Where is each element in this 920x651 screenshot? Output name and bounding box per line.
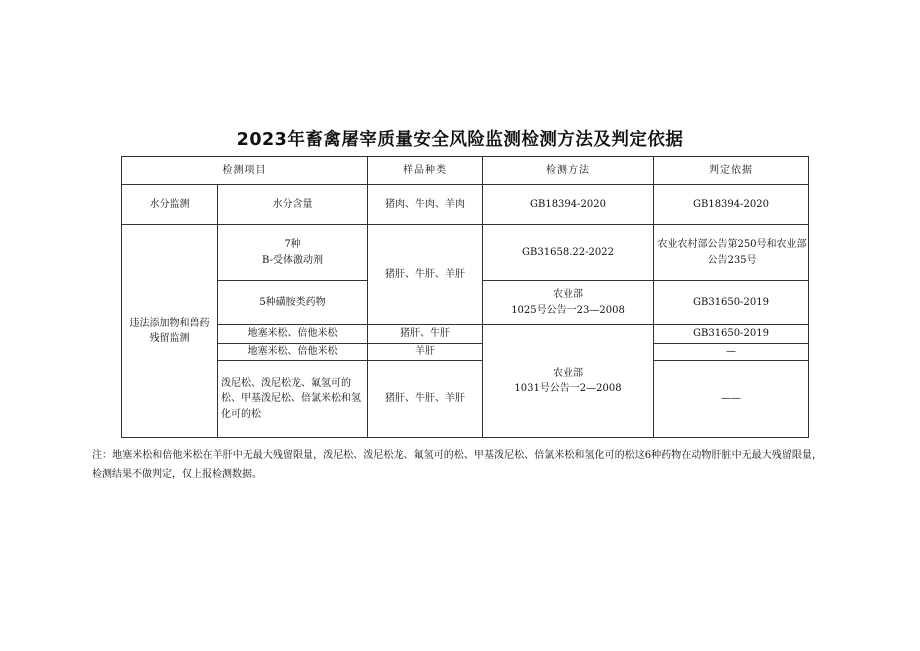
beta-item-cell [218,225,368,281]
pred-item-cell: 泼尼松、泼尼松龙、氟氢可的松、甲基泼尼松、倍氯米松和氢化可的松 [218,361,368,438]
table-row-dexamethasone-2 [122,344,809,361]
sulfa-item-cell: 5种磺胺类药物 [218,281,368,325]
sulfa-basis-cell: GB31650-2019 [654,281,809,325]
header-item: 检测项目 [122,157,368,185]
header-method: 检测方法 [483,157,654,185]
table-row-prednisone [122,361,809,438]
water-category-cell: 水分监测 [122,185,218,225]
beta-item-line1: 7种 [284,239,301,250]
beta-method-cell: GB31658.22-2022 [483,225,654,281]
dex-method-line2: 1031号公告一2—2008 [514,383,622,394]
header-sample: 样品种类 [368,157,483,185]
water-method-cell: GB18394-2020 [483,185,654,225]
dex-item-cell-1: 地塞米松、倍他米松 [218,325,368,344]
table-footnote: 注：地塞米松和倍他米松在羊肝中无最大残留限量，泼尼松、泼尼松龙、氟氢可的松、甲基泼尼松、倍氯米松和氢化可的松这6种药物在动物肝脏中无最大残留限量，检测结果不做判定，仅上报检测数据。 [92,450,822,480]
illegal-category-text: 违法添加物和兽药残留监测 [129,317,210,344]
water-basis-cell: GB18394-2020 [654,185,809,225]
dex-sample-cell-1: 猪肝、牛肝 [368,325,483,344]
document-title: 2023年畜禽屠宰质量安全风险监测检测方法及判定依据 [236,130,684,150]
beta-basis-cell [654,225,809,281]
dex-method-line1: 农业部 [553,367,583,379]
beta-basis-text: 农业农村部公告第250号和农业部公告235号 [657,239,807,266]
table-row-dexamethasone-1 [122,325,809,344]
pred-basis-cell: —— [654,361,809,438]
sulfa-method-line2: 1025号公告一23—2008 [511,304,625,316]
illegal-category-cell [122,225,218,438]
table-row-beta-agonist [122,225,809,281]
dex-method-cell [483,325,654,438]
table-row-water [122,185,809,225]
header-basis: 判定依据 [654,157,809,185]
dex-basis-cell-1: GB31650-2019 [654,325,809,344]
dex-sample-cell-2: 羊肝 [368,344,483,361]
water-sample-cell: 猪肉、牛肉、羊肉 [368,185,483,225]
beta-item-line2: B-受体激动剂 [262,254,323,266]
water-item-cell: 水分含量 [218,185,368,225]
table-header-row [122,157,809,185]
beta-sulfa-sample-cell: 猪肝、牛肝、羊肝 [368,225,483,325]
dex-basis-cell-2: — [654,344,809,361]
dex-item-cell-2: 地塞米松、倍他米松 [218,344,368,361]
pred-sample-cell: 猪肝、牛肝、羊肝 [368,361,483,438]
sulfa-method-cell [483,281,654,325]
sulfa-method-line1: 农业部 [553,289,583,300]
detection-methods-table [121,156,809,438]
